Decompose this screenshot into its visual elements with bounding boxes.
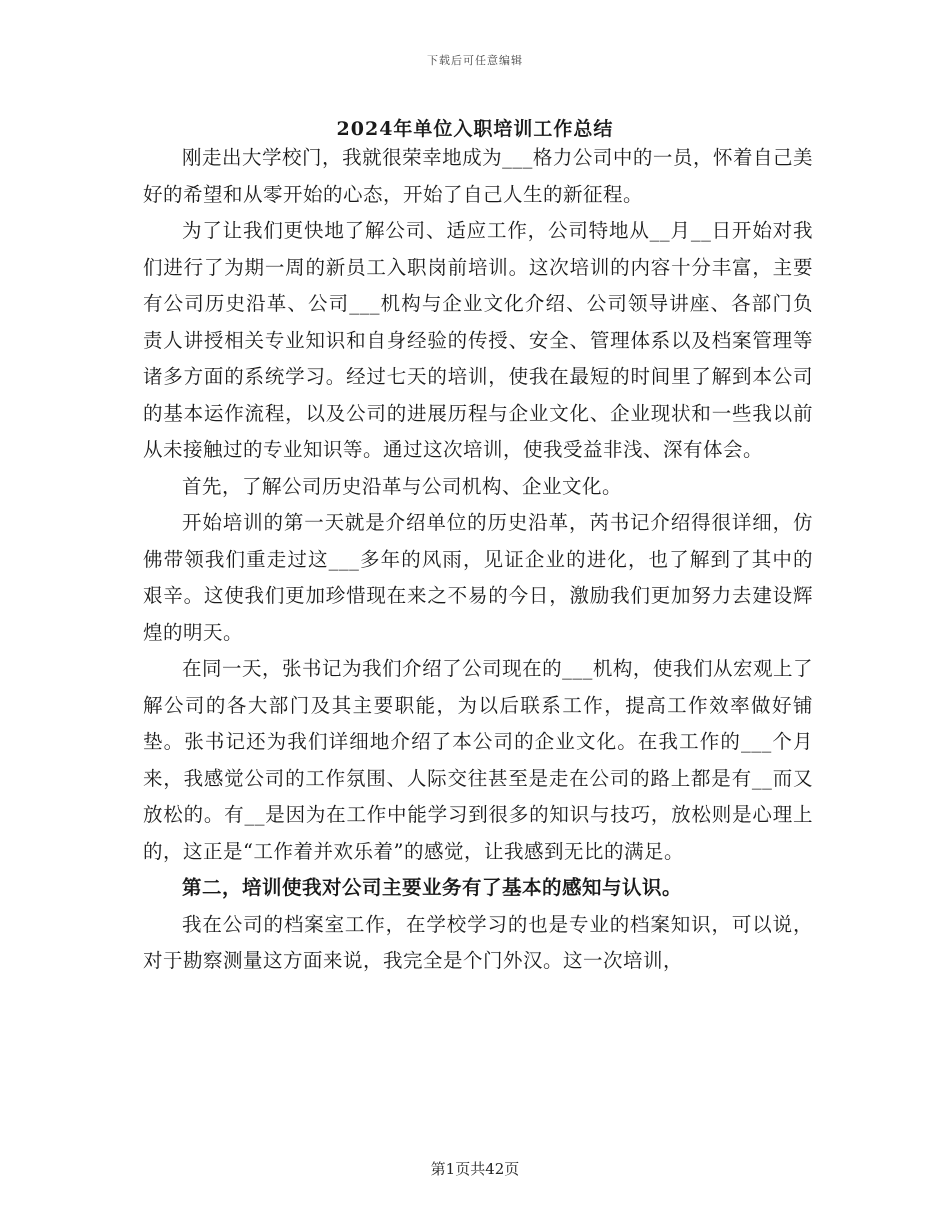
paragraph: 我在公司的档案室工作，在学校学习的也是专业的档案知识，可以说，对于勘察测量这方面来说，我完全是个门外汉。这一次培训，	[143, 912, 813, 972]
paragraph: 刚走出大学校门，我就很荣幸地成为___格力公司中的一员，怀着自己美好的希望和从零开始的心态，开始了自己人生的新征程。	[143, 146, 813, 206]
paragraph: 在同一天，张书记为我们介绍了公司现在的___机构，使我们从宏观上了解公司的各大部门及其主要职能，为以后联系工作，提高工作效率做好铺垫。张书记还为我们详细地介绍了本公司的企业文化。在我工作的___个月来，我感觉公司的工作氛围、人际交往甚至是走在公司的路上都是有__而又放松的。有__是因为在工作中能学习到很多的知识与技巧，放松则是心理上的，这正是“工作着并欢乐着”的感觉，让我感到无比的满足。	[143, 657, 813, 863]
paragraph: 为了让我们更快地了解公司、适应工作，公司特地从__月__日开始对我们进行了为期一周的新员工入职岗前培训。这次培训的内容十分丰富，主要有公司历史沿革、公司___机构与企业文化介绍、公司领导讲座、各部门负责人讲授相关专业知识和自身经验的传授、安全、管理体系以及档案管理等诸多方面的系统学习。经过七天的培训，使我在最短的时间里了解到本公司的基本运作流程，以及公司的进展历程与企业文化、企业现状和一些我以前从未接触过的专业知识等。通过这次培训，使我受益非浅、深有体会。	[143, 219, 813, 461]
document-title: 2024年单位入职培训工作总结	[336, 118, 614, 140]
header-note: 下载后可任意编辑	[427, 54, 523, 67]
paragraph: 开始培训的第一天就是介绍单位的历史沿革，芮书记介绍得很详细，仿佛带领我们重走过这___多年的风雨，见证企业的进化，也了解到了其中的艰辛。这使我们更加珍惜现在来之不易的今日，激励我们更加努力去建设辉煌的明天。	[143, 511, 813, 644]
document-body	[143, 140, 813, 980]
paragraph: 首先，了解公司历史沿革与公司机构、企业文化。	[182, 474, 623, 498]
section-heading: 第二，培训使我对公司主要业务有了基本的感知与认识。	[182, 876, 683, 899]
page-footer: 第1页共42页	[430, 1160, 520, 1178]
